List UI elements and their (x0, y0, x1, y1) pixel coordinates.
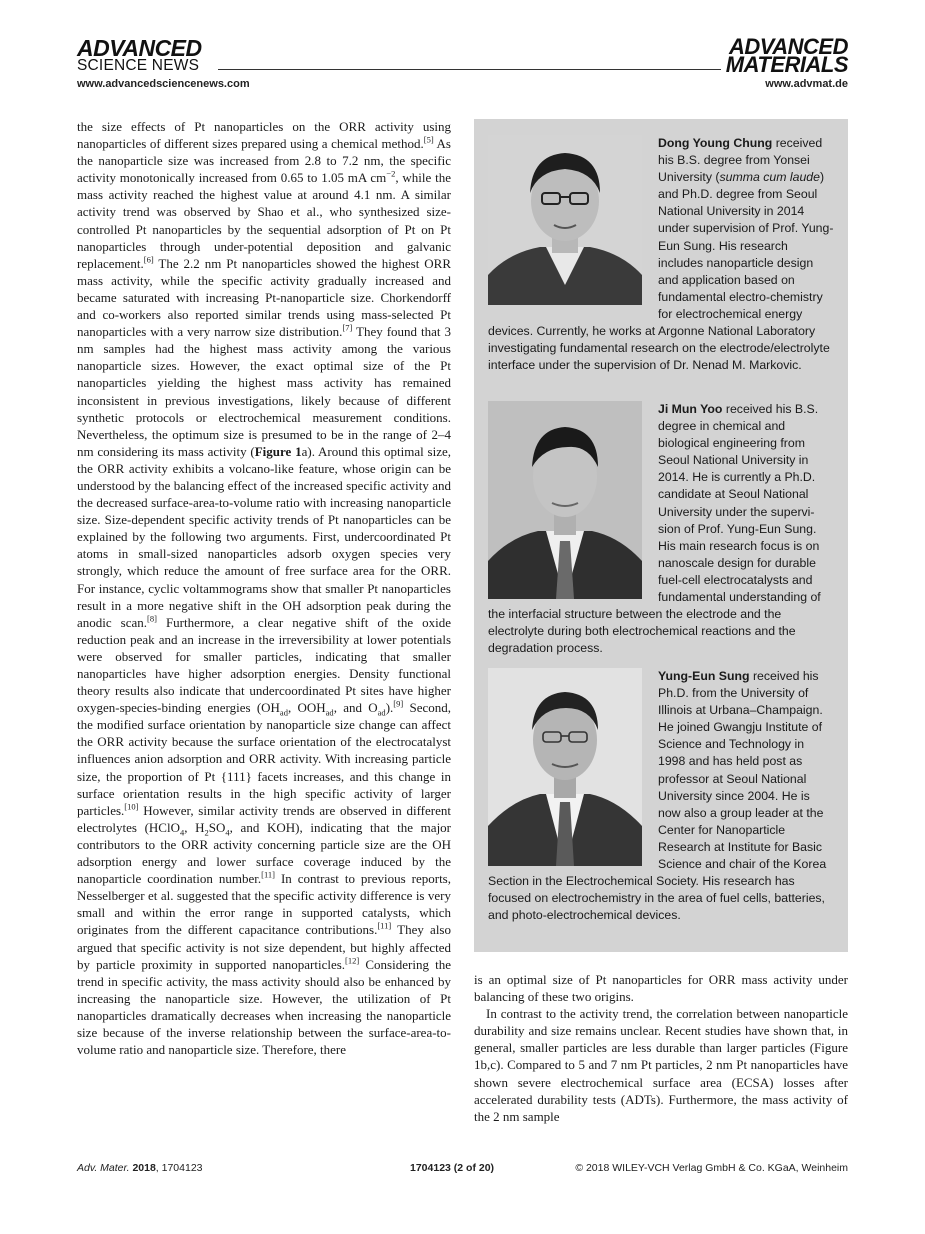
bio-text: ) and Ph.D. degree from Seoul National University in 2014 under supervision of Prof. Yung-Eun Sung. His research includes nanoparticle design and application based on fundamental electro-chemistry for electrochemical energy devices. Currently, he works at Argonne National Laboratory investigating fundamental research on the electrode/electrolyte interface under the supervision of Dr. Nenad M. Markovic. (488, 170, 834, 373)
portrait-photo-icon (488, 668, 642, 866)
journal-brand-left (77, 35, 202, 74)
citation-ref[interactable]: [8] (147, 613, 157, 624)
text-run: , while the mass activity reached the highest value at around 4.1 nm. A similar activity trend was observed by Shao et al., who synthesized size-controlled Pt nanoparticles by the sequential adsorption of Pt on Pt nanoparticles through under-potential deposition and galvanic replacement. (77, 170, 452, 271)
subscript: 4 (179, 827, 185, 838)
bio-author-name: Dong Young Chung (658, 136, 773, 150)
bio-yung-eun-sung (488, 668, 834, 924)
header-rule (218, 69, 721, 70)
subscript: ad (279, 707, 288, 718)
footer-citation (77, 1162, 203, 1174)
citation-ref[interactable]: [12] (345, 955, 360, 966)
left-column (77, 118, 451, 1058)
footer-copyright: © 2018 WILEY-VCH Verlag GmbH & Co. KGaA, Weinheim (575, 1162, 848, 1174)
author-photo (488, 401, 642, 599)
text-run: They also argued that specific activity is not size dependent, but highly affected by particle proximity in supported nanoparticles. (77, 922, 451, 972)
text-run: a). Around this optimal size, the ORR activity exhibits a volcano-like feature, whose origin can be understood by the balancing effect of the increased specific activity and the decreased surface-area-to-volume ratio with increasing nanoparticle size. Size-dependent specific activity trends of Pt nanoparticles can be explained by the following two arguments. First, undercoordinated Pt atoms in small-sized nanoparticles adsorb oxygen species very strongly, which reduce the amount of free surface area for the ORR. For instance, cyclic voltammograms show that smaller Pt nanoparticles result in a more negative shift in the OH adsorption peak during the anodic scan. (77, 443, 452, 630)
body-paragraph: In contrast to the activity trend, the correlation between nanoparticle durability and size remains unclear. Recent studies have shown that, in general, smaller particles are less durable than larger particles (Figure 1b,c). Compared to 5 and 7 nm Pt particles, 2 nm Pt nanoparticles have shown severe electrochemical surface area (ECSA) losses after accelerated durability tests (ADTs). Furthermore, the mass activity of the 2 nm sample (474, 1006, 848, 1124)
bio-italic-text: summa cum laude (719, 170, 820, 185)
text-run: Considering the trend in specific activity, the mass activity should also be enhanced by increasing the nanoparticle size. However, the utilization of Pt nanoparticles dramatically decreases when increasing the nanoparticle size because of the inverse relationship between the surface-area-to-volume ratio and nanoparticle size. Therefore, there (77, 956, 451, 1058)
author-photo (488, 135, 642, 305)
text-run: As the nanoparticle size was increased from 2.8 to 7.2 nm, the specific activity monotonically increased from 0.65 to 1.05 mA cm (77, 136, 451, 186)
subscript: 4 (225, 827, 230, 838)
citation-ref[interactable]: [11] (377, 921, 392, 932)
subscript: ad (377, 707, 386, 718)
brand-advanced-right: ADVANCED (728, 34, 848, 59)
brand-science-news: SCIENCE NEWS (77, 57, 200, 74)
bio-author-name: Ji Mun Yoo (658, 402, 723, 416)
subscript: 2 (204, 827, 209, 838)
bio-text: received his B.S. degree from Yonsei University ( (658, 136, 823, 185)
brand-advanced: ADVANCED (77, 35, 202, 61)
right-url[interactable]: www.advmat.de (765, 78, 848, 90)
portrait-photo-icon (488, 135, 642, 305)
text-run: , and O (333, 700, 378, 716)
citation-ref[interactable]: [5] (423, 134, 434, 145)
bio-author-name: Yung-Eun Sung (658, 669, 750, 683)
text-run: The 2.2 nm Pt nanoparticles showed the highest ORR mass activity, while the specific activity gradually increased and became saturated with increasing Pt-nanoparticle size. Chorkendorff and co-workers also reported similar trends using mass-selected Pt nanoparticles with a very narrow size distribution. (77, 255, 451, 340)
citation-ref[interactable]: [11] (261, 869, 275, 880)
author-photo (488, 668, 642, 866)
text-run: They found that 3 nm samples had the highest mass activity among the various nanoparticle sizes. However, the exact optimal size of the Pt nanoparticles yielding the highest mass activity has remained inconsistent in previous investigations, likely because of different synthetic protocols or electrochemical measurement conditions. Nevertheless, the optimum size is presumed to be in the range of 2–4 nm considering its mass activity ( (77, 324, 451, 459)
footer-journal: Adv. Mater. (77, 1162, 130, 1174)
footer-year: 2018 (132, 1162, 156, 1174)
citation-ref[interactable]: [9] (393, 698, 404, 709)
footer-article-number: , 1704123 (155, 1162, 203, 1174)
bio-text: received his Ph.D. from the University of Illinois at Urbana–Champaign. He joined Gwangju Institute of Science and Technology in 1998 and has held post as professor at Seoul National University since 2004. He is now also a group leader at the Center for Nanoparticle Research at Institute for Basic Science and chair of the Korea Section in the Electrochemical Society. His research has focused on electrochemistry in the area of fuel cells, batteries, and photo-electrochemical devices. (488, 669, 827, 923)
bio-dong-young-chung (488, 135, 834, 374)
text-run: ). (385, 700, 394, 716)
body-paragraph: is an optimal size of Pt nanoparticles for ORR mass activity under balancing of these two origins. (474, 972, 848, 1005)
left-url[interactable]: www.advancedsciencenews.com (77, 78, 250, 90)
text-run: In contrast to previous reports, Nesselberger et al. suggested that the specific activity difference is very small and within the error range in supported catalysts, which originates from the different capacitance contributions. (77, 871, 451, 938)
portrait-photo-icon (488, 401, 642, 599)
right-column (474, 971, 848, 1125)
text-run: the size effects of Pt nanoparticles on the ORR activity using nanoparticles of different sizes prepared using a chemical method. (77, 119, 451, 152)
bio-ji-mun-yoo (488, 401, 834, 657)
bio-text: received his B.S. degree in chemical and biological engineering from Seoul National University in 2014. He is currently a Ph.D. candidate at Seoul National University under the supervi-sion of Prof. Yung-Eun Sung. His main research focus is on nanoscale design for durable fuel-cell electrocatalysts and fundamental understanding of the interfacial structure between the electrode and the electrolyte during both electrochemical reactions and the degradation process. (488, 402, 821, 656)
text-run: Furthermore, a clear negative shift of the oxide reduction peak and an increase in the irreversibility at lower potentials were observed for smaller particles, indicating that smaller nanoparticles have higher adsorption energies. Density functional theory results also indicate that undercoordinated Pt sites have higher oxygen-species-binding energies (OH (77, 614, 451, 716)
text-run: , OOH (287, 700, 326, 716)
citation-ref[interactable]: [10] (124, 801, 139, 812)
superscript: −2 (386, 168, 396, 179)
subscript: ad (325, 707, 334, 718)
footer-page-number: 1704123 (2 of 20) (410, 1162, 495, 1174)
journal-brand-right (725, 34, 848, 77)
citation-ref[interactable]: [7] (342, 322, 353, 333)
text-run: , and KOH), indicating that the major contributors to the ORR activity concerning particle size are the OH adsorption energy and lower surface coverage induced by the nanoparticle coordination number. (77, 819, 452, 887)
figure-ref[interactable]: Figure 1 (254, 443, 302, 459)
text-run: , H (184, 819, 205, 835)
text-run: SO (208, 819, 226, 835)
brand-materials: MATERIALS (725, 52, 848, 77)
citation-ref[interactable]: [6] (143, 254, 154, 265)
author-biographies-box (474, 119, 848, 952)
text-run: However, similar activity trends are observed in different electrolytes (HClO (77, 802, 451, 835)
text-run: Second, the modified surface orientation by nanoparticle size change can affect the ORR activity because the surface orientation of the electrocatalyst influences anion adsorption and ORR activity. With increasing particle size, the proportion of Pt {111} facets increases, and this change in surface orientation results in the high specific activity of larger particles. (77, 700, 451, 818)
body-paragraph (77, 118, 451, 1058)
